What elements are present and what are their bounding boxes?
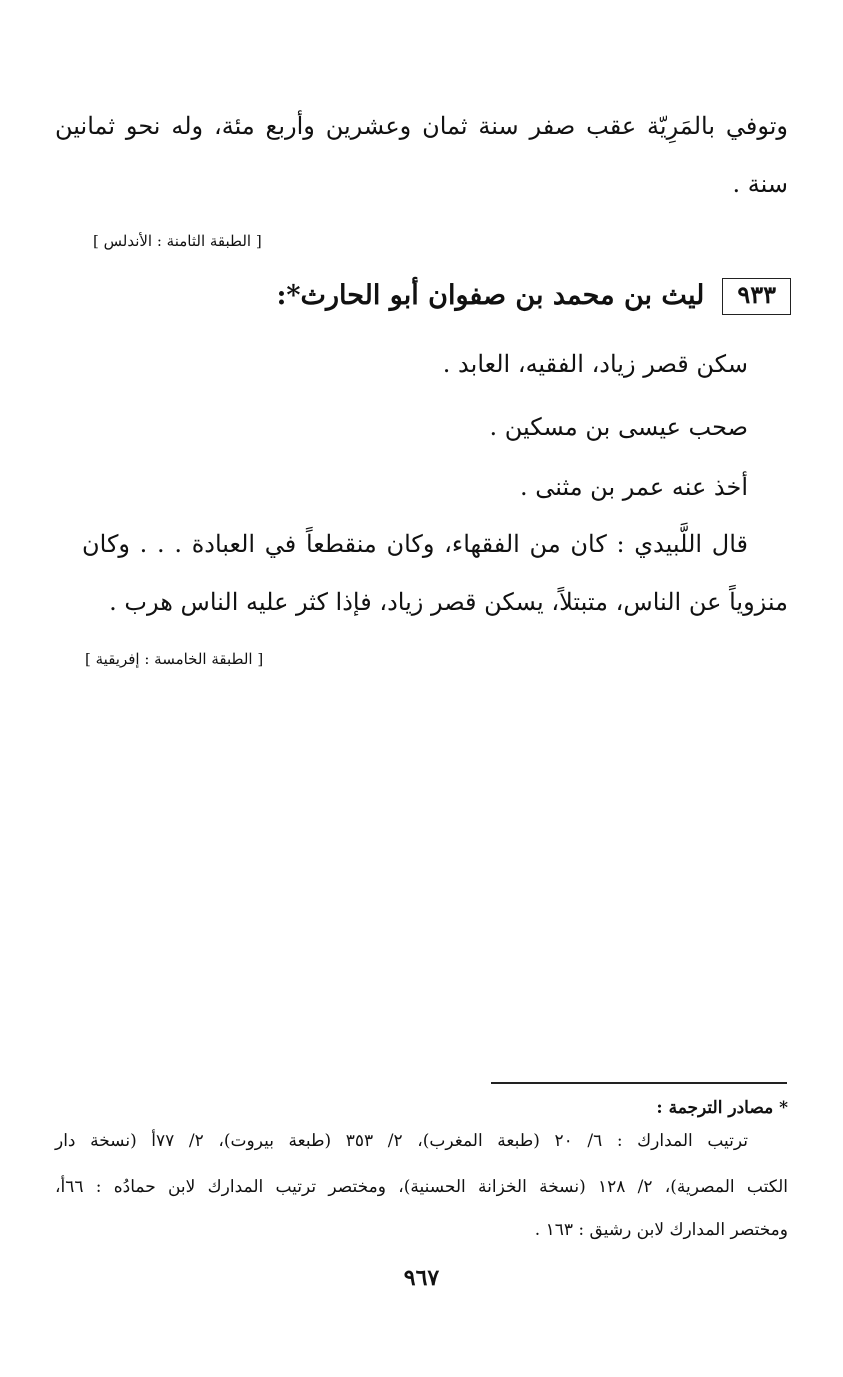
footnote-heading: * مصادر الترجمة :: [656, 1098, 788, 1118]
entry-number: ٩٣٣: [722, 278, 791, 315]
entry-line-1: سكن قصر زياد، الفقيه، العابد .: [442, 350, 748, 378]
tabaqa-tag-ifriqiya: [ الطبقة الخامسة : إفريقية ]: [85, 650, 264, 668]
body-line-1: وتوفي بالمَرِيّة عقب صفر سنة ثمان وعشرين وأربع مئة، وله نحو ثمانين: [55, 112, 788, 140]
tabaqa-tag-andalus: [ الطبقة الثامنة : الأندلس ]: [93, 232, 262, 250]
quote-line-1: قال اللَّبيدي : كان من الفقهاء، وكان منقطعاً في العبادة . . . وكان: [82, 530, 748, 558]
footnote-rule: [491, 1082, 787, 1084]
entry-heading: [276, 278, 791, 315]
entry-line-3: أخذ عنه عمر بن مثنى .: [519, 473, 748, 501]
body-line-2: سنة .: [732, 170, 788, 198]
quote-line-2: منزوياً عن الناس، متبتلاً، يسكن قصر زياد، فإذا كثر عليه الناس هرب .: [109, 588, 788, 616]
footnote-line-1: ترتيب المدارك : ٦/ ٢٠ (طبعة المغرب)، ٢/ ٣٥٣ (طبعة بيروت)، ٢/ ٧٧أ (نسخة دار: [55, 1131, 748, 1151]
footnote-line-3: ومختصر المدارك لابن رشيق : ١٦٣ .: [534, 1220, 788, 1240]
footnote-line-2: الكتب المصرية)، ٢/ ١٢٨ (نسخة الخزانة الحسنية)، ومختصر ترتيب المدارك لابن حمادُه : ٦٦أ،: [55, 1177, 788, 1197]
page-number: ٩٦٧: [403, 1265, 440, 1291]
entry-line-2: صحب عيسى بن مسكين .: [489, 413, 748, 441]
entry-title: ليث بن محمد بن صفوان أبو الحارث*:: [276, 280, 705, 312]
